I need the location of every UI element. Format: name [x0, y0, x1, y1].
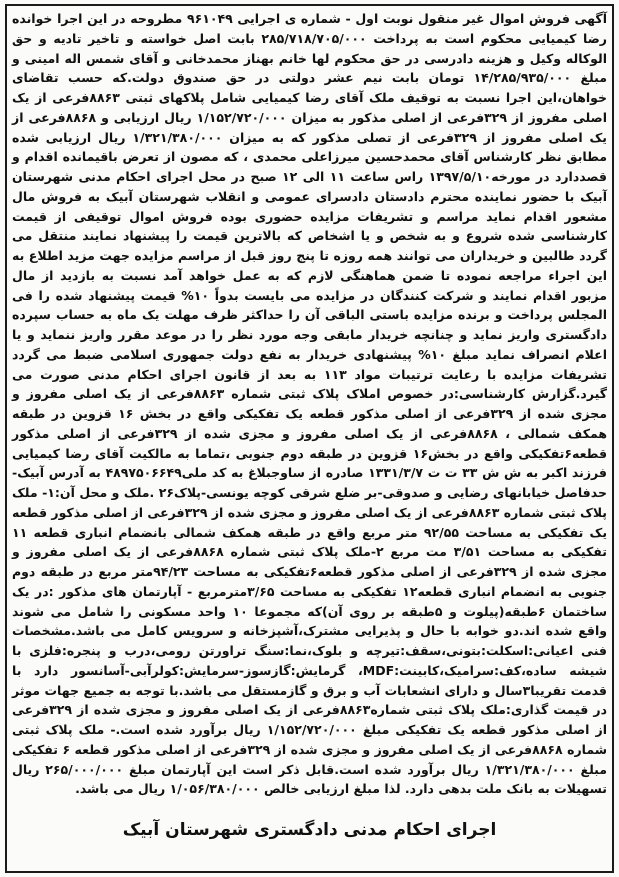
notice-signature: اجرای احکام مدنی دادگستری شهرستان آبیک: [122, 820, 497, 840]
notice-body: [12, 9, 607, 799]
notice-text: آگهی فروش اموال غیر منقول نوبت اول - شماره ی اجرایی ۹۶۱۰۴۹ مطروحه در این اجرا خوانده رضا کیمیایی محکوم است به پرداخت ۲۸۵/۷۱۸/۷۰۵/۰۰۰ بابت اصل خواسته و تاخیر تادیه و حق الوکاله وکیل و هزینه دادرسی در حق محکوم لها خانم بهناز محمدخانی و آقای شمس اله امینی و مبلغ ۱۴/۲۸۵/۹۳۵/۰۰۰ تومان بابت نیم عشر دولتی در حق صندوق دولت.که حسب تقاضای خواهان،این اجرا نسبت به توقیف ملک آقای رضا کیمیایی شامل پلاکهای ثبتی ۸۸۶۳فرعی از یک اصلی مفروز از ۳۲۹فرعی از اصلی مذکور به میزان ۱/۱۵۲/۷۲۰/۰۰۰ ریال ارزیابی و ۸۸۶۸فرعی از یک اصلی مفروز از ۳۲۹فرعی از تصلی مذکور که به میزان ۱/۳۲۱/۳۸۰/۰۰۰ ریال ارزیابی شده مطابق نظر کارشناس آقای محمدحسین میرزاعلی محمدی ، که مصون از تعرض باقیمانده اقدام و قصددارد در مورخه۱۳۹۷/۵/۱۰ راس ساعت ۱۱ الی ۱۲ صبح در محل اجرای احکام مدنی شهرستان آبیک با حضور نماینده محترم دادستان دادسرای عمومی و انقلاب شهرستان آبیک به فروش مال مشعور اقدام نماید مراسم و تشریفات مزایده حضوری بوده فروش اموال توقیفی از قیمت کارشناسی شده شروع و به شخص و یا اشخاص که بالاترین قیمت را پیشنهاد نمایند منتقل می گردد طالبین و خریداران می توانند همه روزه تا پنج روز قبل از مراسم مزایده جهت مزید اطلاع به این اجراء مراجعه نموده تا ضمن هماهنگی لازم که به عمل خواهد آمد نسبت به بازدید از مال مزبور اقدام نمایند و شرکت کنندگان در مزایده می بایست بدواً ۱۰% قیمت پیشنهاد شده را فی المجلس پرداخت و برنده مزایده باستی الباقی آن را حداکثر ظرف مهلت یک ماه به حساب سپرده دادگستری واریز نماید و چنانچه خریدار مابقی وجه مورد نظر را در موعد مقرر واریز ننماید و یا اعلام انصراف نماید مبلغ ۱۰% پیشنهادی خریدار به نفع دولت جمهوری اسلامی ضبط می گردد تشریفات مزایده با رعایت ترتیبات مواد ۱۱۳ به بعد از قانون اجرای احکام مدنی صورت می گیرد.گزارش کارشناسی:در خصوص املاک پلاک ثبتی شماره ۸۸۶۳فرعی از یک اصلی مفروز و مجزی شده از ۳۲۹فرعی از اصلی مذکور قطعه یک تفکیکی واقع در بخش ۱۶ قزوین در طبقه همکف شمالی ، ۸۸۶۸فرعی از یک اصلی مفروز و مجزی شده از ۳۲۹فرعی از اصلی مذکور قطعه۶تفکیکی واقع در بخش۱۶ قزوین در طبقه دوم جنوبی ،تماما به مالکیت آقای رضا کیمیایی فرزند اکبر به ش ش ۳۳ ت ت ۱۳۳۱/۳/۷ صادره از ساوجبلاغ به کد ملی۴۸۹۷۵۰۶۶۴۹ به آدرس آبیک-حدفاصل خیابانهای رضایی و صدوقی-بر ضلع شرقی کوچه یونسی-پلاک۲۶ .ملک و محل آن:۱- ملک پلاک ثبتی شماره ۸۸۶۳فرعی از یک اصلی مفروز و مجزی شده از ۳۲۹فرعی از اصلی مذکور قطعه یک تفکیکی به مساحت ۹۲/۵۵ متر مربع واقع در طبقه همکف شمالی بانضمام انباری قطعه ۱۱ تفکیکی به مساحت ۳/۵۱ مت مربع ۲-ملک پلاک ثبتی شماره ۸۸۶۸فرعی از یک اصلی مفروز و مجزی شده از ۳۲۹فرعی از اصلی مذکور قطعه۶تفکیکی به مساحت ۹۴/۲۳متر مربع در طبقه دوم جنوبی به انضمام انباری قطعه۱۲ تفکیکی به مساحت ۳/۶۵مترمربع - آپارتمان های مذکور :در یک ساختمان ۶طبقه(پیلوت و ۵طبقه بر روی آن)که مجموعا ۱۰ واحد مسکونی را شامل می شوند واقع شده اند.دو خوابه با حال و پذیرایی مشترک،آشپزخانه و سرویس کامل می باشد.مشخصات فنی اعیانی:اسکلت:بتونی،سقف:تیرچه و بلوک،نما:سنگ تراورتن رومی،درب و پنجره:فلزی با شیشه ساده،کف:سرامیک،کابینت:MDF، گرمایش:گازسوز-سرمایش:کولرآبی-آسانسور دارد با قدمت تقریبا۳سال و دارای انشعابات آب و برق و گازمستقل می باشد.با توجه به جمیع جهات موثر در قیمت گذاری:ملک پلاک ثبتی شماره۸۸۶۳فرعی از یک اصلی مفروز و مجزی شده از ۳۲۹فرعی از اصلی مذکور قطعه یک تفکیکی مبلغ ۱/۱۵۲/۷۲۰/۰۰۰ ریال برآورد شده است.- ملک پلاک ثبتی شماره ۸۸۶۸فرعی از یک اصلی مفروز و مجزی شده از ۳۲۹فرعی از اصلی مذکور قطعه ۶ تفکیکی مبلغ ۱/۳۲۱/۳۸۰/۰۰۰ ریال برآورد شده است.قابل ذکر است این آپارتمان مبلغ ۲۶۵/۰۰۰/۰۰۰ ریال تسهیلات به بانک ملت بدهی دارد. لذا مبلغ ارزیابی خالص ۱/۰۵۶/۳۸۰/۰۰۰ ریال می باشد.: [12, 11, 608, 797]
